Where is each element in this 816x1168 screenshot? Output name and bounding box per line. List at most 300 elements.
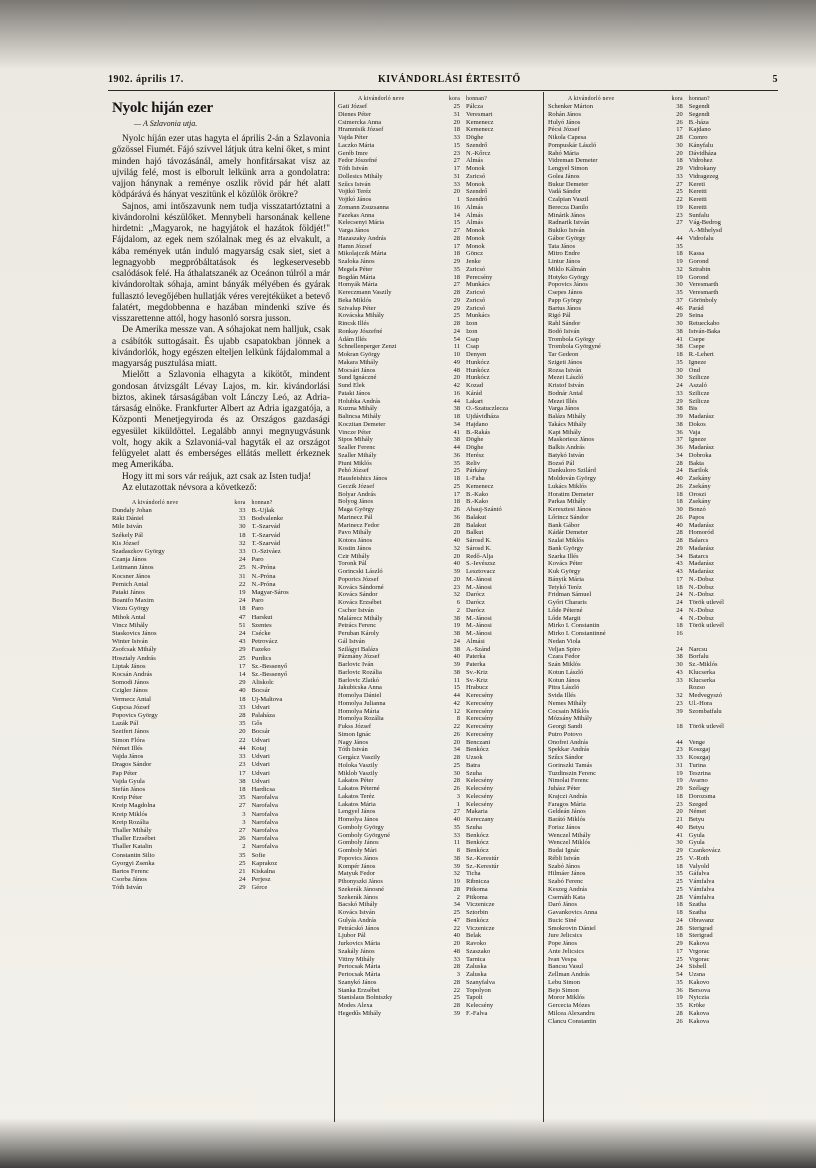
emigrant-hometown: Makaria <box>466 808 488 816</box>
list-item <box>548 111 768 119</box>
emigrant-name: Miklo Kálmán <box>548 265 587 273</box>
emigrant-hometown: Kakovo <box>688 978 710 986</box>
list-item <box>338 932 538 940</box>
emigrant-age: 25 <box>453 103 460 110</box>
emigrant-name: Clancu Constantin <box>548 1017 597 1025</box>
list-item <box>548 343 768 351</box>
emigrant-hometown: Kerecsény <box>466 715 494 723</box>
emigrant-name: Bukur Demeter <box>548 180 589 188</box>
emigrant-hometown: Kelecsény <box>466 785 494 792</box>
emigrant-name: Schnellenperger Zenzi <box>338 343 397 351</box>
emigrant-name: Takács Mihály <box>548 420 587 428</box>
emigrant-name: Fazekas Anna <box>338 211 375 219</box>
emigrant-hometown: B.-Rakás <box>466 428 491 436</box>
emigrant-name: Pertocsak Mária <box>338 971 381 978</box>
emigrant-name: Zomann Zsuzsanna <box>338 203 389 211</box>
emigrant-name: Német Illés <box>112 744 143 752</box>
emigrant-hometown: Narofalva <box>251 802 278 810</box>
emigrant-hometown: Narofalva <box>251 835 278 843</box>
emigrant-age: 38 <box>453 854 460 862</box>
emigrant-age: 35 <box>453 265 460 273</box>
emigrant-hometown: Döghe <box>466 436 484 444</box>
emigrant-age: 11 <box>453 676 460 684</box>
emigrant-hometown: Veresmarth <box>688 289 719 296</box>
list-item <box>338 855 538 863</box>
emigrant-name: Hotyko György <box>548 273 589 281</box>
emigrant-hometown: Hunkócz <box>466 366 490 374</box>
emigrant-name: Papp György <box>548 296 583 304</box>
emigrant-age: 38 <box>676 103 683 110</box>
emigrant-hometown: N.-Próna <box>251 572 276 580</box>
emigrant-name: Homyák Mária <box>338 281 378 289</box>
emigrant-age: 18 <box>676 901 683 909</box>
emigrant-age: 23 <box>453 583 460 591</box>
emigrant-age: 33 <box>453 831 460 839</box>
emigrant-age: 39 <box>676 707 683 715</box>
list-item <box>548 235 768 243</box>
emigrant-age: 18 <box>238 785 246 793</box>
emigrant-name: Bodó István <box>548 327 580 335</box>
list-item <box>338 150 538 158</box>
emigrant-name: Homolya Dániel <box>338 692 382 699</box>
emigrant-age: 29 <box>676 312 683 320</box>
emigrant-hometown: M.-Jánosi <box>466 622 492 630</box>
emigrant-hometown: Madarász <box>688 521 715 529</box>
list-item <box>112 515 330 523</box>
list-item <box>112 737 330 745</box>
emigrant-hometown: Uzsok <box>466 754 483 761</box>
emigrant-name: Moror Miklós <box>548 994 585 1002</box>
emigrant-hometown: Segendi <box>688 110 710 118</box>
emigrant-hometown: Narofalva <box>251 794 278 802</box>
emigrant-age: 15 <box>453 684 460 692</box>
list-item <box>548 382 768 390</box>
list-item <box>548 777 768 785</box>
emigrant-age: 22 <box>238 736 246 744</box>
emigrant-age: 47 <box>453 916 460 924</box>
emigrant-age: 40 <box>238 687 246 695</box>
list-item <box>112 540 330 548</box>
list-item <box>338 421 538 429</box>
emigrant-name: Malárecz Mihály <box>338 614 383 622</box>
emigrant-hometown: Gorond <box>688 273 709 281</box>
emigrant-name: Mózsány Mihály <box>548 715 593 723</box>
emigrant-name: Bogdán Mária <box>338 273 376 281</box>
emigrant-hometown: Zaluska <box>466 963 487 971</box>
list-item <box>548 134 768 142</box>
emigrant-age: 19 <box>676 203 683 211</box>
emigrant-hometown: Szendrő <box>466 188 488 196</box>
list-item <box>112 770 330 778</box>
emigrant-age: 28 <box>453 754 460 761</box>
emigrant-age: 25 <box>676 878 683 885</box>
list-item <box>338 343 538 351</box>
emigrant-hometown: Tapolt <box>466 994 483 1002</box>
emigrant-hometown: Barilok <box>688 467 709 475</box>
emigrant-name: Berecza Danilo <box>548 203 589 211</box>
emigrant-age: 26 <box>676 482 683 490</box>
emigrant-hometown: Narofalva <box>251 826 278 834</box>
emigrant-hometown: Sztrabin <box>688 265 711 273</box>
emigrant-age: 26 <box>676 1017 683 1025</box>
emigrant-hometown: Obravanz <box>688 916 715 924</box>
emigrant-hometown: Kerecsény <box>466 723 494 730</box>
list-item <box>548 692 768 700</box>
list-item <box>338 622 538 630</box>
emigrant-name: Krajczi András <box>548 792 588 800</box>
emigrant-name: Barlovic Rozália <box>338 668 382 676</box>
emigrant-hometown: Palaháza <box>251 712 275 720</box>
emigrant-name: Leitmann János <box>112 564 154 572</box>
emigrant-age: 25 <box>453 482 460 490</box>
emigrant-age: 18 <box>676 723 683 730</box>
emigrant-name: Kelecsenyi Mária <box>338 219 385 227</box>
emigrant-hometown: Paro <box>251 605 264 613</box>
emigrant-name: Maga György <box>338 506 375 513</box>
list-item <box>548 762 768 770</box>
emigrant-name: Sund Ignáczné <box>338 374 377 382</box>
list-item <box>338 824 538 832</box>
list-item <box>338 250 538 258</box>
emigrant-age: 40 <box>676 823 683 831</box>
list-item <box>548 785 768 793</box>
list-item <box>338 328 538 336</box>
emigrant-hometown: Vámfalva <box>688 878 715 885</box>
list-item <box>548 948 768 956</box>
emigrant-hometown: Czenro <box>688 134 708 141</box>
list-item <box>548 506 768 514</box>
list-item <box>338 351 538 359</box>
list-item <box>112 614 330 622</box>
emigrant-hometown: Vidragezeg <box>688 172 719 180</box>
emigrant-name: Petrácskó János <box>338 924 380 932</box>
list-item <box>548 142 768 150</box>
emigrant-age: 19 <box>238 589 246 597</box>
emigrant-name: Daró János <box>548 901 578 909</box>
emigrant-age: 38 <box>453 436 460 444</box>
list-item <box>548 491 768 499</box>
emigrant-age: 22 <box>238 580 246 588</box>
list-item <box>338 925 538 933</box>
emigrant-name: Mirko I. Constantinné <box>548 630 606 637</box>
list-item <box>338 653 538 661</box>
emigrant-age: 35 <box>676 978 683 986</box>
emigrant-name: Mokran György <box>338 351 380 358</box>
emigrant-name: Nikola Capesa <box>548 134 587 141</box>
list-item <box>112 696 330 704</box>
emigrant-name: Winter István <box>112 638 148 646</box>
list-item <box>338 506 538 514</box>
emigrant-hometown: Kelecsény <box>466 800 494 808</box>
list-item <box>548 103 768 111</box>
list-item <box>338 119 538 127</box>
emigrant-age: 44 <box>453 692 460 699</box>
emigrant-hometown: Madarász <box>688 568 715 575</box>
emigrant-age: 17 <box>676 126 683 134</box>
list-item <box>338 816 538 824</box>
emigrant-name: Milcea Alexandru <box>548 1009 595 1017</box>
list-item <box>548 723 768 731</box>
emigrant-hometown: Jenke <box>466 258 481 265</box>
emigrant-name: Szakály János <box>338 947 375 955</box>
emigrant-name: Boanifo Maxim <box>112 597 154 605</box>
emigrant-age: 28 <box>676 924 683 932</box>
emigrant-name: Vojtkó János <box>338 196 372 203</box>
emigrant-age: 31 <box>453 172 460 180</box>
list-item <box>338 188 538 196</box>
list-item <box>338 754 538 762</box>
emigrant-name: Wenczel Mihály <box>548 831 591 839</box>
emigrant-hometown: Keretti <box>688 203 707 211</box>
emigrant-age <box>662 684 688 692</box>
emigrant-age: 22 <box>676 196 683 203</box>
article-paragraph: De Amerika messze van. A sóhajokat nem halljuk, csak a csábítók suttogásait. És ujabb csapatokban jönnek a kivándorlók, hogy egészen elteljen lelkünk fájdalommal a magyarság pusztulása miatt. <box>112 325 330 369</box>
emigrant-hometown: Szanyfalva <box>466 978 495 986</box>
emigrant-hometown: N.-Dobsz <box>688 575 714 583</box>
emigrant-age: 27 <box>453 281 460 289</box>
emigrant-age: 44 <box>453 397 460 405</box>
emigrant-hometown: Zsricsó <box>466 304 486 312</box>
list-item <box>112 556 330 564</box>
emigrant-name: Vincz Mihály <box>112 621 149 629</box>
list-item <box>112 655 330 663</box>
emigrant-name: Czara Fedor <box>548 653 580 661</box>
list-item <box>548 808 768 816</box>
list-item <box>548 638 768 646</box>
emigrant-name: Czanja János <box>112 556 147 564</box>
emigrant-age: 22 <box>453 924 460 932</box>
emigrant-hometown: Ravoko <box>466 940 487 947</box>
list-item <box>338 584 538 592</box>
emigrant-hometown: Sz.-Kerestúr <box>466 854 499 862</box>
emigrant-age: 14 <box>453 211 460 219</box>
list-item <box>112 581 330 589</box>
emigrant-hometown: N.-Próna <box>251 564 276 572</box>
emigrant-name: Minárik János <box>548 211 586 219</box>
emigrant-hometown: Kröke <box>688 1002 706 1009</box>
emigrant-age <box>662 227 688 235</box>
emigrant-hometown: Viczenicze <box>466 901 495 909</box>
emigrant-hometown: Monok <box>466 227 485 234</box>
emigrant-hometown: Madarász <box>688 444 715 451</box>
emigrant-name: Gavankovics Anna <box>548 909 598 916</box>
emigrant-age: 39 <box>676 413 683 420</box>
emigrant-age: 26 <box>453 506 460 513</box>
emigrant-name: Lazák Pál <box>112 720 139 728</box>
emigrant-hometown: Szeged <box>688 800 708 808</box>
list-item <box>338 467 538 475</box>
emigrant-name: Fridman Sámuel <box>548 591 592 599</box>
list-item <box>338 305 538 313</box>
emigrant-hometown: Zsekány <box>688 498 711 506</box>
emigrant-hometown: Monok <box>466 242 485 250</box>
emigrant-age: 39 <box>453 661 460 668</box>
emigrant-name: Hamn József <box>338 242 372 250</box>
emigrant-hometown: Izon <box>466 327 478 335</box>
list-item <box>112 794 330 802</box>
emigrant-name: Lőde Margit <box>548 614 581 622</box>
list-item <box>338 1010 538 1018</box>
emigrant-age: 35 <box>238 851 246 859</box>
emigrant-hometown: Kereti <box>688 180 706 188</box>
list-item <box>338 847 538 855</box>
list-item <box>338 522 538 530</box>
list-item <box>548 863 768 871</box>
emigrant-hometown: Kelecsény <box>466 777 494 785</box>
emigrant-age: 17 <box>676 947 683 955</box>
list-item <box>338 126 538 134</box>
emigrant-name: Holoka Vaszily <box>338 761 378 769</box>
emigrant-hometown: Dokos <box>688 420 706 428</box>
emigrant-hometown: B.-Ujlak <box>251 507 275 514</box>
list-item <box>548 932 768 940</box>
emigrant-name: Bejo Simon <box>548 986 579 994</box>
list-item <box>548 421 768 429</box>
emigrant-hometown: Igneze <box>688 358 707 366</box>
emigrant-name: Dundaly Johan <box>112 507 152 514</box>
emigrant-age: 22 <box>453 723 460 730</box>
emigrant-name: Piuni Miklós <box>338 459 372 467</box>
list-item <box>548 467 768 475</box>
emigrant-name: Pehó József <box>338 467 369 475</box>
emigrant-hometown: Hunkócz <box>466 374 490 382</box>
emigrant-name: Gyorgyi Zsenka <box>112 859 155 867</box>
list-item <box>548 522 768 530</box>
list-item <box>112 753 330 761</box>
emigrant-age: 33 <box>453 134 460 141</box>
emigrant-hometown: Sterigrad <box>688 924 713 932</box>
emigrant-name: Marinecz Fedor <box>338 521 380 529</box>
emigrant-name: Kreip Magdolna <box>112 802 156 810</box>
emigrant-age: 35 <box>676 870 683 878</box>
emigrant-age: 29 <box>676 785 683 792</box>
list-item <box>112 843 330 851</box>
list-item <box>338 646 538 654</box>
emigrant-name: Hausfeishics János <box>338 475 388 482</box>
list-item <box>548 855 768 863</box>
emigrant-age: 17 <box>453 165 460 172</box>
emigrant-name: Zsofcsak Mihály <box>112 646 157 654</box>
list-item <box>548 126 768 134</box>
emigrant-age: 44 <box>453 444 460 451</box>
list-item <box>338 568 538 576</box>
emigrant-name: Holubka András <box>338 397 381 405</box>
emigrant-age: 44 <box>676 738 683 746</box>
emigrant-hometown: Izon <box>466 320 478 327</box>
emigrant-age: 30 <box>676 281 683 289</box>
list-item <box>548 297 768 305</box>
list-item <box>338 870 538 878</box>
emigrant-name: Hosztaly András <box>112 654 156 662</box>
emigrant-name: Bodnár Antal <box>548 389 583 397</box>
list-item <box>338 181 538 189</box>
emigrant-list-right <box>548 103 768 1025</box>
list-item <box>338 715 538 723</box>
list-item <box>338 491 538 499</box>
emigrant-name: Rahl Sándor <box>548 320 581 327</box>
emigrant-hometown: Bodvalenke <box>251 515 284 523</box>
emigrant-hometown: Döghe <box>466 444 484 451</box>
list-item <box>338 266 538 274</box>
emigrant-age: 46 <box>676 304 683 312</box>
list-item <box>548 770 768 778</box>
emigrant-age: 20 <box>676 149 683 157</box>
emigrant-hometown: Sv.-Kriz <box>466 668 488 676</box>
emigrant-hometown: Sárosd K. <box>466 537 492 544</box>
emigrant-name: Mile István <box>112 523 143 531</box>
emigrant-name: Homolya Rozália <box>338 715 384 723</box>
emigrant-name: Lukács Miklós <box>548 482 587 490</box>
list-item <box>112 819 330 827</box>
list-item <box>338 963 538 971</box>
emigrant-name: Vajda Gyula <box>112 777 145 785</box>
emigrant-hometown: F.-Falva <box>466 1009 488 1017</box>
emigrant-age: 28 <box>676 529 683 537</box>
list-item <box>548 886 768 894</box>
emigrant-name: Horatim Demeter <box>548 490 594 498</box>
list-item <box>338 382 538 390</box>
emigrant-age: 31 <box>453 110 460 118</box>
emigrant-age: 20 <box>453 552 460 560</box>
emigrant-age: 40 <box>453 932 460 940</box>
list-item <box>112 630 330 638</box>
emigrant-name: Czalpian Vaszil <box>548 196 589 203</box>
list-header-home: honnan? <box>466 96 488 102</box>
emigrant-hometown: M.-Jánosi <box>466 630 492 637</box>
emigrant-hometown: Fazeko <box>251 646 271 654</box>
emigrant-hometown: Kerecsény <box>466 707 494 715</box>
emigrant-hometown: Benkócz <box>466 916 489 924</box>
list-item <box>548 622 768 630</box>
emigrant-hometown: Balarcs <box>688 537 709 544</box>
emigrant-name: Popovics György <box>112 712 158 720</box>
emigrant-hometown: T.-Szarvád <box>251 539 281 547</box>
list-item <box>112 778 330 786</box>
list-item <box>112 811 330 819</box>
emigrant-age <box>662 731 688 739</box>
emigrant-hometown: Kányfalu <box>688 141 713 149</box>
emigrant-hometown: Retueckabo <box>688 320 720 327</box>
list-item <box>338 219 538 227</box>
list-item <box>548 956 768 964</box>
emigrant-name: Szilágyi Balázs <box>338 645 379 653</box>
emigrant-hometown: Görönboly <box>688 296 717 304</box>
emigrant-hometown: Avarno <box>688 777 708 785</box>
emigrant-name: Tuzdinszin Ferenc <box>548 769 596 777</box>
list-item <box>338 708 538 716</box>
emigrant-hometown: Almás <box>466 203 483 211</box>
emigrant-age: 10 <box>453 351 460 358</box>
emigrant-name: Kovácska Mihály <box>338 312 385 320</box>
list-item <box>338 374 538 382</box>
emigrant-name: Vojtkó Teréz <box>338 188 372 196</box>
list-item <box>548 615 768 623</box>
emigrant-age: 27 <box>453 157 460 165</box>
emigrant-hometown: Keretti <box>688 196 707 203</box>
emigrant-age: 36 <box>453 451 460 459</box>
emigrant-name: Beka Miklós <box>338 296 372 304</box>
emigrant-age: 24 <box>238 597 246 605</box>
emigrant-name: Rohán János <box>548 110 582 118</box>
list-item <box>338 142 538 150</box>
emigrant-name: Pécsi József <box>548 126 580 134</box>
emigrant-age: 17 <box>453 490 460 498</box>
emigrant-hometown: M.-Jánosi <box>466 583 492 591</box>
emigrant-name: Homolya János <box>338 816 379 823</box>
emigrant-age: 19 <box>453 878 460 885</box>
emigrant-age: 35 <box>453 459 460 467</box>
list-item <box>338 452 538 460</box>
